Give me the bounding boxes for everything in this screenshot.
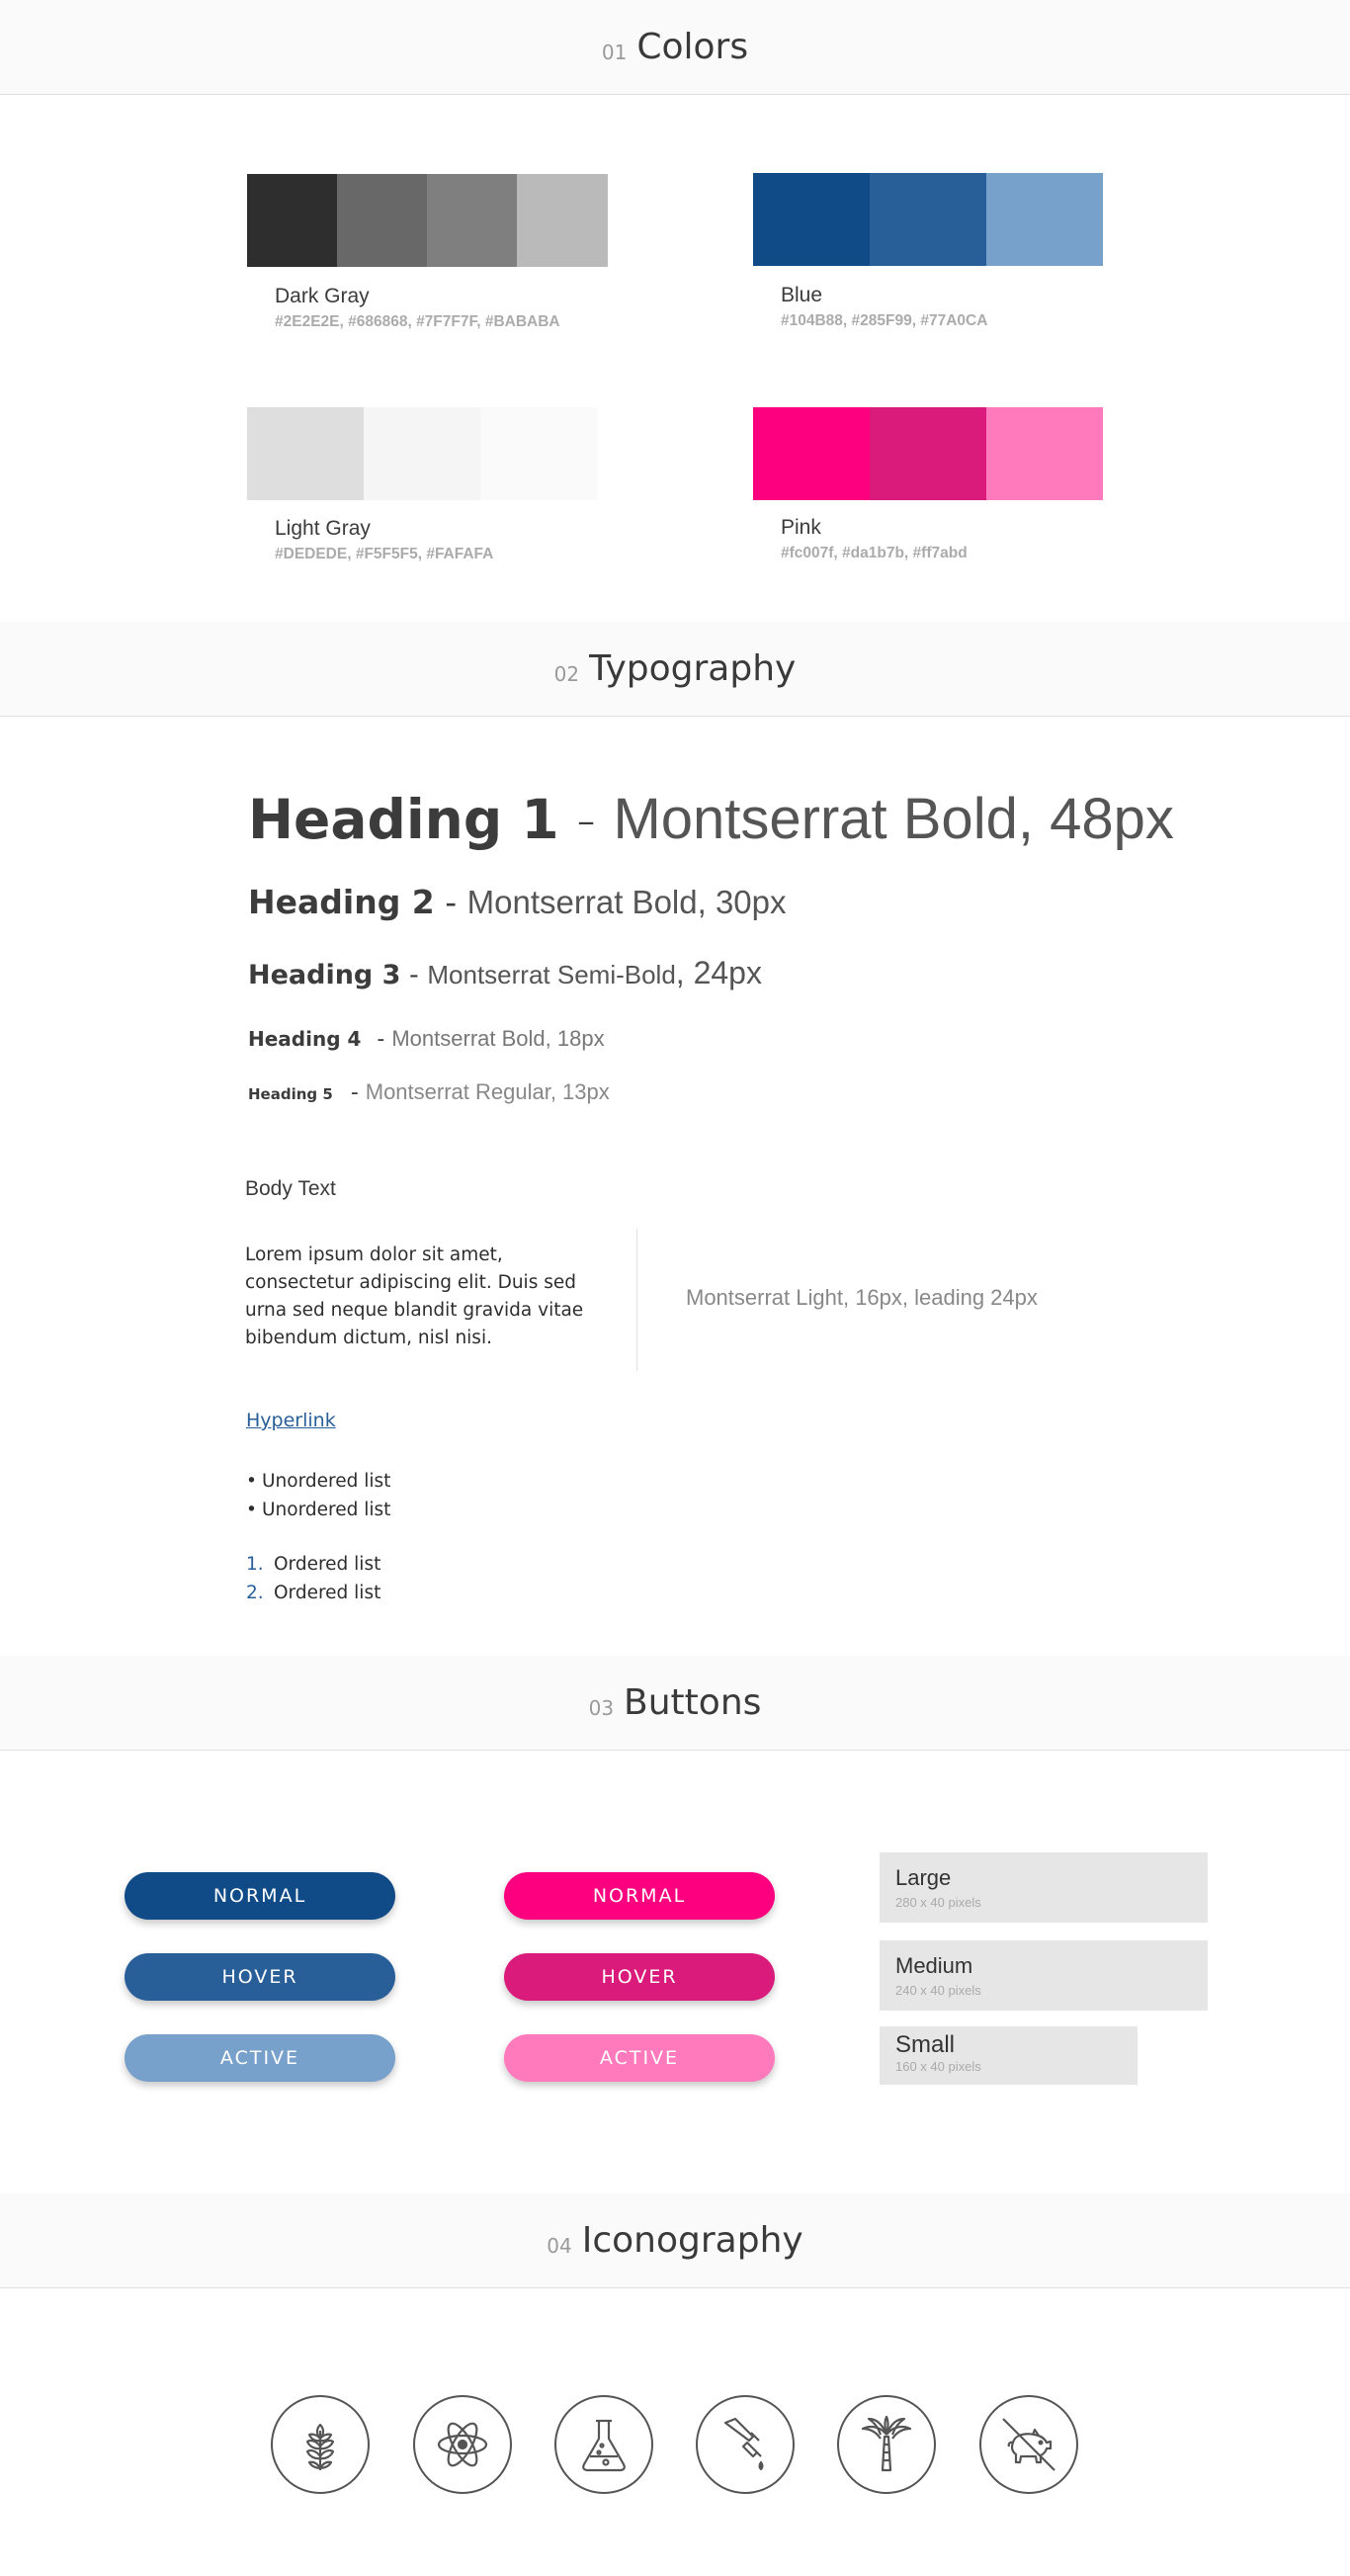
- palette-name: Blue: [781, 284, 823, 306]
- swatch: [247, 407, 364, 500]
- heading-5-sample: [248, 1079, 610, 1105]
- heading-separator: -: [377, 1027, 392, 1052]
- section-number: 03: [588, 1695, 615, 1720]
- size-dimensions: 240 x 40 pixels: [895, 1983, 981, 1998]
- list-item-text: Unordered list: [262, 1471, 391, 1492]
- section-title: Typography: [589, 648, 797, 689]
- section-number: 02: [553, 661, 580, 686]
- typography-section-header: [0, 622, 1350, 717]
- dropper-icon: [696, 2395, 795, 2494]
- pink-active-button[interactable]: ACTIVE: [504, 2034, 775, 2082]
- list-item-text: Ordered list: [274, 1583, 381, 1603]
- section-number: 04: [547, 2233, 572, 2258]
- list-number: 2.: [246, 1583, 264, 1603]
- palette-name: Pink: [781, 516, 821, 539]
- heading-1-description: Montserrat Bold, 48px: [613, 787, 1174, 851]
- heading-4-sample: [248, 1026, 605, 1052]
- body-text-paragraph: Lorem ipsum dolor sit amet, consectetur adipiscing elit. Duis sed urna sed neque blandit gravida vitae bibendum dictum, nisl nisi.: [245, 1245, 584, 1348]
- body-text-spec: Montserrat Light, 16px, leading 24px: [686, 1285, 1038, 1310]
- size-dimensions: 160 x 40 pixels: [895, 2059, 981, 2074]
- pink-normal-button[interactable]: NORMAL: [504, 1872, 775, 1920]
- bullet-icon: •: [246, 1500, 257, 1520]
- palette-name: Light Gray: [275, 517, 371, 540]
- swatch: [870, 173, 986, 266]
- swatch: [753, 407, 870, 500]
- palette-codes: #fc007f, #da1b7b, #ff7abd: [781, 545, 968, 561]
- no-pig-icon: [979, 2395, 1078, 2494]
- size-title: Medium: [895, 1953, 973, 1978]
- hyperlink-sample[interactable]: Hyperlink: [246, 1410, 336, 1431]
- size-dimensions: 280 x 40 pixels: [895, 1895, 981, 1910]
- flask-icon: [554, 2395, 653, 2494]
- size-title: Small: [895, 2031, 956, 2058]
- heading-separator: -: [558, 788, 614, 851]
- section-number: 01: [601, 40, 628, 64]
- swatch-strip: [247, 174, 608, 267]
- swatch-strip: [753, 173, 1103, 266]
- size-small-box: [880, 2026, 1138, 2085]
- heading-separator: -: [434, 883, 467, 921]
- heading-2-description: Montserrat Bold, 30px: [466, 884, 787, 920]
- ordered-list: [246, 1550, 380, 1607]
- heading-3-sample: [248, 955, 762, 991]
- heading-3-description: Montserrat Semi-Bold: [427, 960, 676, 989]
- heading-2-sample: [248, 883, 787, 921]
- heading-4-description: Montserrat Bold, 18px: [391, 1026, 605, 1051]
- swatch: [364, 407, 480, 500]
- heading-3-label: Heading 3: [248, 960, 401, 990]
- colors-section-header: [0, 0, 1350, 95]
- swatch-strip: [247, 407, 597, 500]
- palette-codes: #2E2E2E, #686868, #7F7F7F, #BABABA: [275, 313, 560, 330]
- swatch: [870, 407, 986, 500]
- heading-1-label: Heading 1: [248, 788, 559, 851]
- section-title: Buttons: [624, 1682, 762, 1723]
- unordered-list: [246, 1467, 390, 1524]
- divider: [636, 1229, 637, 1371]
- buttons-section-header: [0, 1656, 1350, 1751]
- blue-normal-button[interactable]: NORMAL: [125, 1872, 395, 1920]
- swatch-strip: [753, 407, 1103, 500]
- swatch: [517, 174, 608, 267]
- heading-separator: -: [400, 960, 428, 990]
- palette-light-gray: [247, 407, 597, 500]
- list-item: [246, 1579, 380, 1607]
- swatch: [986, 407, 1103, 500]
- heading-5-label: Heading 5: [248, 1085, 333, 1103]
- palette-pink: [753, 407, 1103, 500]
- list-item-text: Ordered list: [274, 1554, 381, 1575]
- heading-1-sample: [248, 786, 1174, 852]
- swatch: [337, 174, 427, 267]
- palette-codes: #DEDEDE, #F5F5F5, #FAFAFA: [275, 546, 494, 562]
- size-title: Large: [895, 1865, 952, 1890]
- iconography-section-header: [0, 2193, 1350, 2288]
- bullet-icon: •: [246, 1471, 257, 1492]
- palette-dark-gray: [247, 174, 608, 267]
- heading-3-size: , 24px: [675, 955, 762, 990]
- palette-blue: [753, 173, 1103, 266]
- pink-hover-button[interactable]: HOVER: [504, 1953, 775, 2001]
- body-text-label: Body Text: [245, 1177, 336, 1200]
- list-item: [246, 1496, 390, 1524]
- list-item-text: Unordered list: [262, 1500, 391, 1520]
- heading-2-label: Heading 2: [248, 883, 435, 921]
- swatch: [427, 174, 517, 267]
- section-title: Iconography: [581, 2220, 803, 2261]
- blue-hover-button[interactable]: HOVER: [125, 1953, 395, 2001]
- atom-icon: [413, 2395, 512, 2494]
- palette-name: Dark Gray: [275, 285, 370, 307]
- list-number: 1.: [246, 1554, 264, 1575]
- palm-tree-icon: [837, 2395, 936, 2494]
- palette-codes: #104B88, #285F99, #77A0CA: [781, 312, 988, 329]
- heading-separator: -: [350, 1080, 366, 1105]
- swatch: [247, 174, 337, 267]
- swatch: [986, 173, 1103, 266]
- wheat-icon: [271, 2395, 370, 2494]
- blue-active-button[interactable]: ACTIVE: [125, 2034, 395, 2082]
- swatch: [753, 173, 870, 266]
- heading-4-label: Heading 4: [248, 1027, 362, 1051]
- swatch: [480, 407, 597, 500]
- list-item: [246, 1467, 390, 1496]
- heading-5-description: Montserrat Regular, 13px: [365, 1079, 610, 1104]
- size-medium-box: [880, 1940, 1208, 2011]
- section-title: Colors: [636, 27, 749, 67]
- list-item: [246, 1550, 380, 1579]
- size-large-box: [880, 1852, 1208, 1923]
